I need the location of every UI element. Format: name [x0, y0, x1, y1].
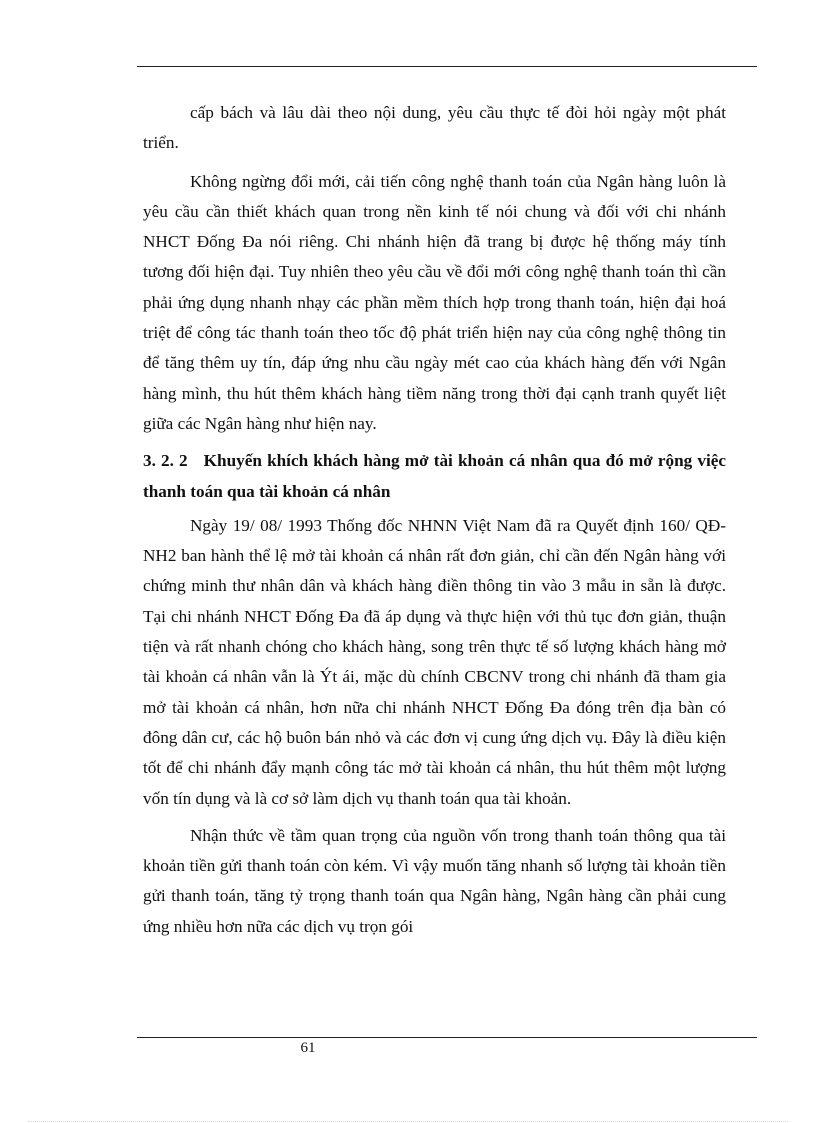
paragraph-technology: Không ngừng đổi mới, cải tiến công nghệ thanh toán của Ngân hàng luôn là yêu cầu cần thiết khách quan trong nền kinh tế nói chung và đối với chi nhánh NHCT Đống Đa nói riêng. Chi nhánh hiện đã trang bị được hệ thống máy tính tương đối hiện đại. Tuy nhiên theo yêu cầu về đổi mới công nghệ thanh toán thì cần phải ứng dụng nhanh nhạy các phần mềm thích hợp trong thanh toán, hiện đại hoá triệt để công tác thanh toán theo tốc độ phát triển hiện nay của công nghệ thông tin để tăng thêm uy tín, đáp ứng nhu cầu ngày mét cao của khách hàng đến với Ngân hàng mình, thu hút thêm khách hàng tiềm năng trong thời đại cạnh tranh quyết liệt giữa các Ngân hàng như hiện nay.	[143, 171, 726, 433]
paragraph-continuation: cấp bách và lâu dài theo nội dung, yêu cầu thực tế đòi hỏi ngày một phát triển.	[143, 103, 726, 153]
paragraph-regulation: Ngày 19/ 08/ 1993 Thống đốc NHNN Việt Nam đã ra Quyết định 160/ QĐ-NH2 ban hành thể lệ mở tài khoản cá nhân rất đơn giản, chỉ cần đến Ngân hàng với chứng minh thư nhân dân và khách hàng điền thông tin vào 3 mẫu in sẵn là được. Tại chi nhánh NHCT Đống Đa đã áp dụng và thực hiện với thủ tục đơn giản, thuận tiện và rất nhanh chóng cho khách hàng, song trên thực tế số lượng khách hàng mở tài khoản cá nhân vẫn là Ýt ái, mặc dù chính CBCNV trong chi nhánh đã tham gia mở tài khoản cá nhân, hơn nữa chi nhánh NHCT Đống Đa đóng trên địa bàn có đông dân cư, các hộ buôn bán nhỏ và các đơn vị cung ứng dịch vụ. Đây là điều kiện tốt để chi nhánh đẩy mạnh công tác mở tài khoản cá nhân, thu hút thêm một lượng vốn tín dụng và là cơ sở làm dịch vụ thanh toán qua tài khoản.	[143, 515, 726, 808]
page-edge-dots	[28, 1121, 788, 1122]
section-number: 3. 2. 2	[143, 451, 188, 471]
page-number: 61	[300, 1040, 316, 1056]
page-body	[143, 98, 726, 949]
paragraph-awareness: Nhận thức về tầm quan trọng của nguồn vốn trong thanh toán thông qua tài khoản tiền gửi thanh toán còn kém. Vì vậy muốn tăng nhanh số lượng tài khoản tiền gửi thanh toán, tăng tỷ trọng thanh toán qua Ngân hàng, Ngân hàng cần phải cung ứng nhiều hơn nữa các dịch vụ trọn gói	[143, 825, 726, 936]
header-rule	[137, 66, 757, 67]
section-title: Khuyến khích khách hàng mở tài khoản cá nhân qua đó mở rộng việc thanh toán qua tài khoản cá nhân	[143, 451, 726, 501]
footer-rule	[137, 1037, 757, 1038]
section-heading	[143, 446, 726, 507]
